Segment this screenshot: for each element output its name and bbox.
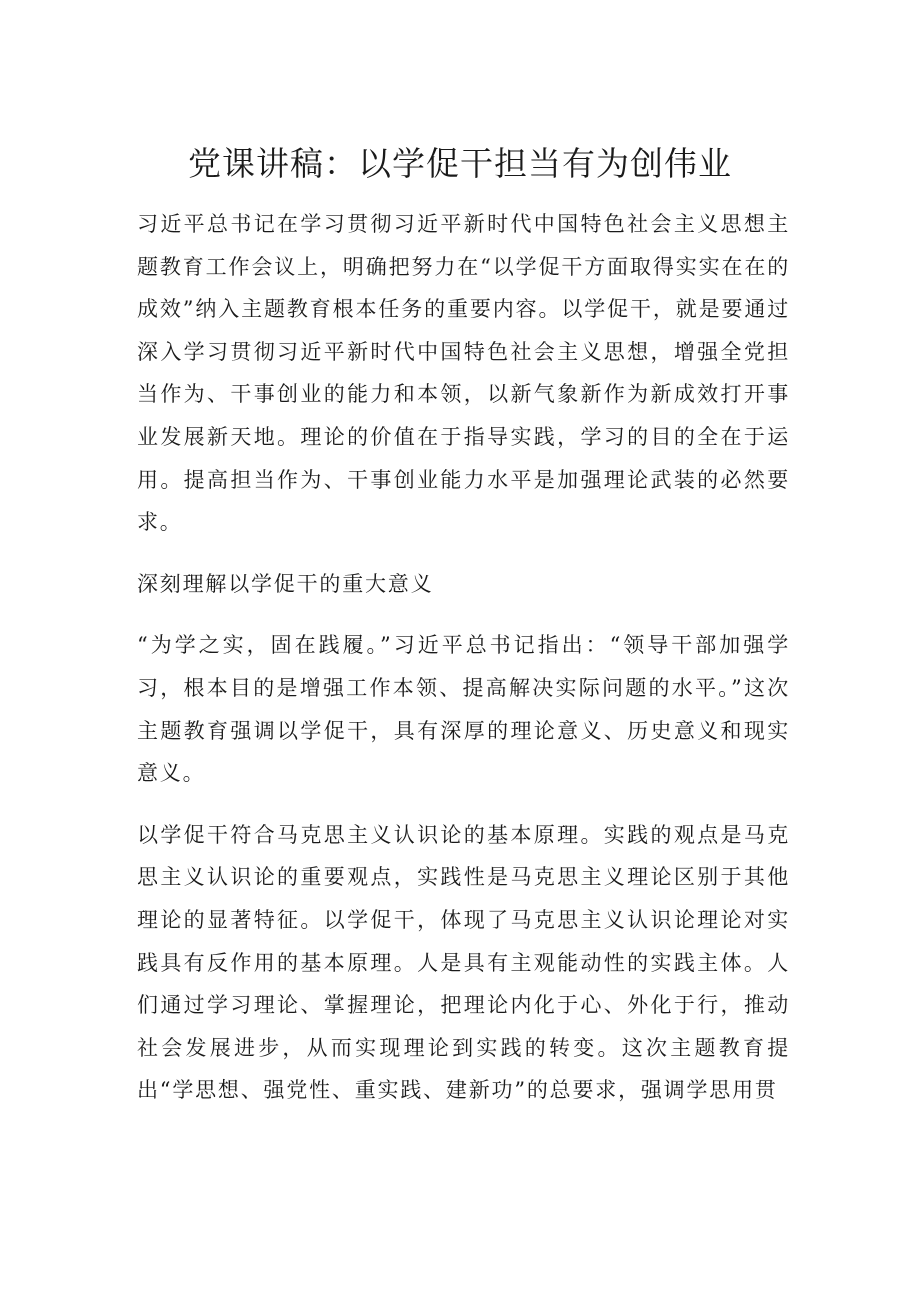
paragraph-intro: 习近平总书记在学习贯彻习近平新时代中国特色社会主义思想主题教育工作会议上，明确把努力在“以学促干方面取得实实在在的成效”纳入主题教育根本任务的重要内容。以学促干，就是要通过深入学习贯彻习近平新时代中国特色社会主义思想，增强全党担当作为、干事创业的能力和本领，以新气象新作为新成效打开事业发展新天地。理论的价值在于指导实践，学习的目的全在于运用。提高担当作为、干事创业能力水平是加强理论武装的必然要求。 (137, 212, 790, 535)
document-body (137, 203, 790, 1131)
section-heading: 深刻理解以学促干的重大意义 (137, 571, 434, 596)
document-title: 党课讲稿：以学促干担当有为创伟业 (188, 144, 732, 183)
paragraph-quote: “为学之实，固在践履。”习近平总书记指出：“领导干部加强学习，根本目的是增强工作本领、提高解决实际问题的水平。”这次主题教育强调以学促干，具有深厚的理论意义、历史意义和现实意义。 (137, 633, 790, 786)
paragraph-theory: 以学促干符合马克思主义认识论的基本原理。实践的观点是马克思主义认识论的重要观点，实践性是马克思主义理论区别于其他理论的显著特征。以学促干，体现了马克思主义认识论理论对实践具有反作用的基本原理。人是具有主观能动性的实践主体。人们通过学习理论、掌握理论，把理论内化于心、外化于行，推动社会发展进步，从而实现理论到实践的转变。这次主题教育提出“学思想、强党性、重实践、建新功”的总要求，强调学思用贯 (137, 822, 790, 1103)
